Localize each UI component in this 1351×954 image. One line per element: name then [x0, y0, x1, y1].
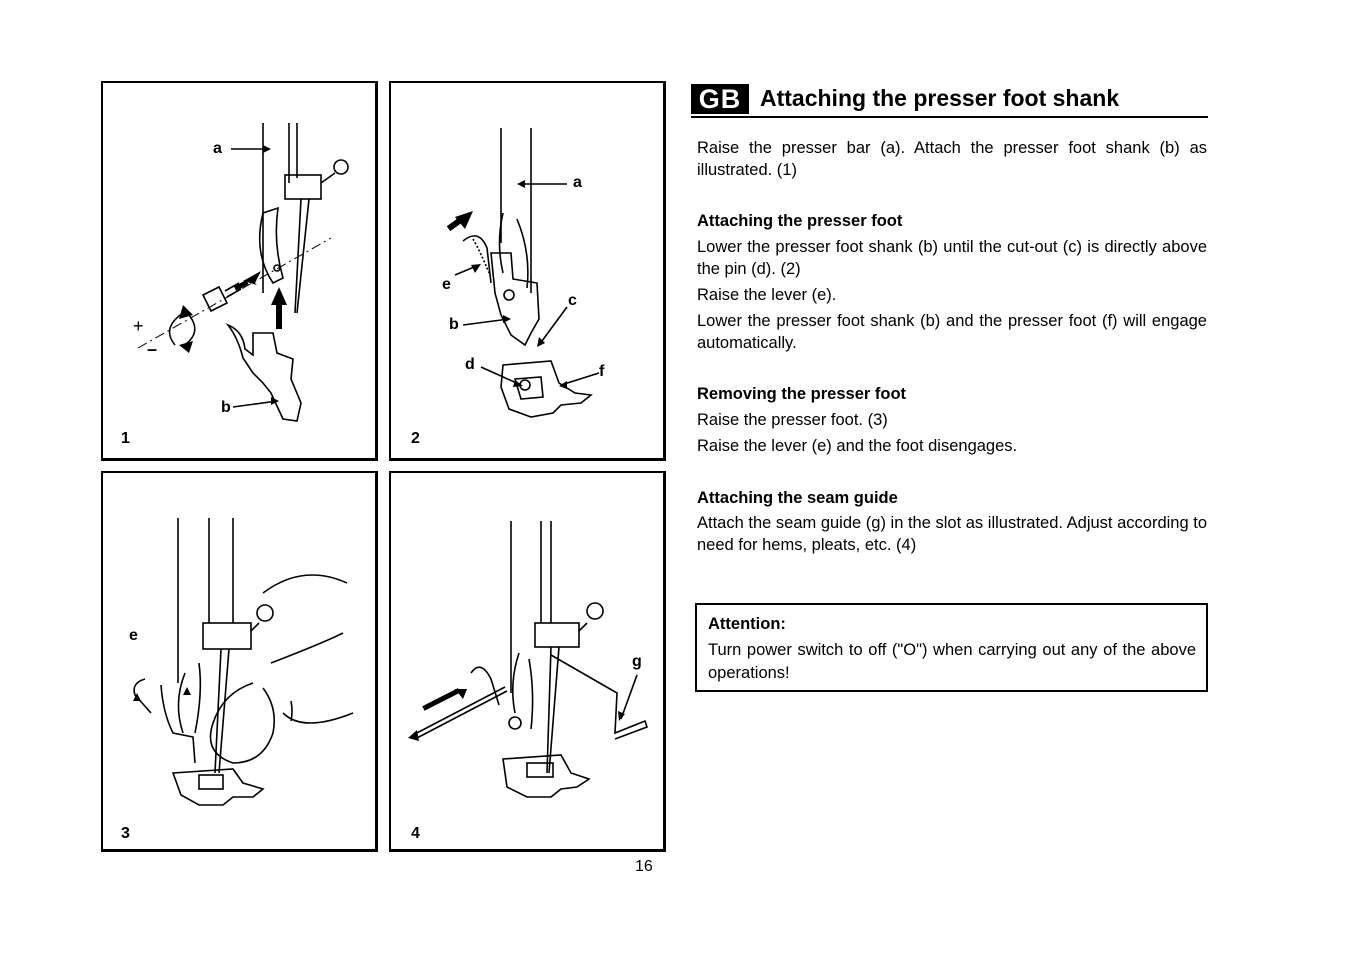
figure-1-minus-sign: – [147, 339, 158, 359]
attention-title: Attention: [708, 615, 786, 633]
figure-1-label-a: a [213, 140, 222, 157]
remove-foot-paragraph-1: Raise the presser foot. (3) [697, 411, 888, 429]
figure-1-label-b: b [221, 399, 231, 416]
figure-3-illustration [103, 473, 380, 854]
remove-foot-paragraph-2: Raise the lever (e) and the foot disengages. [697, 437, 1018, 455]
figure-2-label-b: b [449, 316, 459, 333]
section-title-attach-foot: Attaching the presser foot [697, 212, 903, 230]
figure-1-plus-sign: + [133, 316, 144, 336]
figure-2-label-c: c [568, 292, 577, 309]
attention-box [695, 603, 1208, 692]
figure-1-illustration [103, 83, 380, 463]
figure-4 [389, 471, 666, 852]
language-badge: GB [691, 84, 749, 114]
figure-2-label-d: d [465, 356, 475, 373]
figure-4-label-g: g [632, 653, 642, 670]
page-title: Attaching the presser foot shank [760, 85, 1120, 111]
figure-2 [389, 81, 666, 461]
figure-2-label-a: a [573, 174, 582, 191]
figure-3 [101, 471, 378, 852]
figure-2-number: 2 [411, 430, 420, 447]
page-number: 16 [635, 858, 653, 875]
seam-guide-paragraph: Attach the seam guide (g) in the slot as illustrated. Adjust according to need for hems, pleats, etc. (4) [697, 514, 1207, 554]
section-heading [691, 82, 1208, 118]
figure-1-number: 1 [121, 430, 130, 447]
attach-foot-paragraph-3: Lower the presser foot shank (b) and the presser foot (f) will engage automatically. [697, 312, 1207, 352]
figure-3-number: 3 [121, 825, 130, 842]
intro-paragraph: Raise the presser bar (a). Attach the presser foot shank (b) as illustrated. (1) [697, 139, 1207, 179]
figure-1 [101, 81, 378, 461]
figure-2-label-e: e [442, 276, 451, 293]
figure-4-illustration [391, 473, 668, 854]
figure-3-label-e: e [129, 627, 138, 644]
attach-foot-paragraph-1: Lower the presser foot shank (b) until the cut-out (c) is directly above the pin (d). (2) [697, 238, 1207, 278]
figure-2-label-f: f [599, 363, 605, 380]
attention-text: Turn power switch to off ("O") when carrying out any of the above operations! [708, 641, 1196, 682]
figure-4-number: 4 [411, 825, 420, 842]
section-title-seam-guide: Attaching the seam guide [697, 489, 898, 507]
section-title-remove-foot: Removing the presser foot [697, 385, 907, 403]
figure-2-illustration [391, 83, 668, 463]
attach-foot-paragraph-2: Raise the lever (e). [697, 286, 837, 304]
